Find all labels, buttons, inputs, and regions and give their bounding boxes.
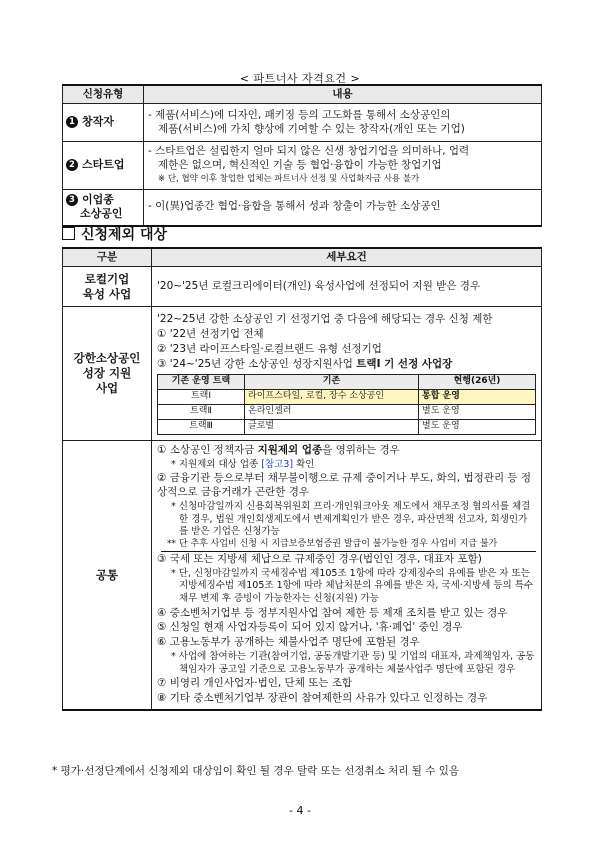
note-mark: * [171,458,176,470]
list-item [157,358,536,372]
track-cell: 트랙Ⅲ [158,419,245,434]
item-number: ⑤ [157,621,167,634]
item-text: 을 영위하는 경우 [322,444,400,456]
track-row [158,389,536,404]
note-text: 신청마감일까지 신용회복위원회 프리·개인워크아웃 제도에서 채무조정 협의서를 체결한 경우, 법원 개인회생제도에서 변제계획인가 받은 경우, 파산면책 선고자, 회생인가를 받은 기업은 신청가능 [178,501,531,538]
note-mark: * [171,651,176,663]
type-cell [63,190,144,226]
type-cell [63,104,144,142]
list-item [157,607,536,621]
item-number: ② [157,343,167,355]
content-line: 제품(서비스)에 가치 향상에 기여할 수 있는 창작자(개인 또는 기업) [158,122,465,135]
detail-cell: '20~'25년 로컬크리에이터(개인) 육성사업에 선정되어 지원 받은 경우 [152,267,542,307]
track-header: 기존 운영 트랙 [158,374,245,389]
list-item [157,677,536,691]
table-row [63,267,542,307]
partner-requirements-table [62,84,542,227]
list-item [157,444,536,458]
number-badge: 3 [66,194,78,206]
category-label: 육성 사업 [82,286,132,301]
list-item [157,328,536,342]
list-item [157,343,536,357]
item-text: '24~'25년 강한 소상공인 성장지원사업 [169,357,357,370]
content-line: 제한은 없으며, 혁신적인 기술 등 협업·융합이 가능한 창업기업 [158,158,442,171]
section-title: 신청제외 대상 [81,227,168,243]
track-cell: 별도 운영 [419,419,536,434]
content-line: - 스타트업은 설립한지 얼마 되지 않은 신생 창업기업을 의미하나, 업력 [148,144,470,157]
detail-cell [152,441,542,711]
table-header-row [63,85,542,104]
item-text: 금융기관 등으로부터 채무불이행으로 규제 중이거나 부도, 화의, 법정관리 등 정상적으로 금융거래가 곤란한 경우 [157,472,532,499]
footnote: * 평가·선정단계에서 신청제외 대상임이 확인 될 경우 탈락 또는 선정취소 처리 될 수 있음 [52,765,459,777]
category-label: 로컬기업 [84,271,130,286]
track-header: 현행(26년) [419,374,536,389]
content-cell [144,190,542,226]
note-text: 확인 [293,458,315,470]
exclusion-table [62,247,542,711]
track-header-row [158,374,536,389]
sub-note [165,568,536,606]
table-row [63,142,542,190]
list-item [157,621,536,635]
number-badge: 1 [66,116,78,128]
reference-link[interactable]: [참고3] [261,458,294,470]
item-number: ⑦ [157,677,167,690]
note-text: 지원제외 대상 업종 [178,458,262,470]
section-heading [62,224,167,244]
list-item [157,553,536,567]
category-label: 성장 지원 [82,366,132,381]
item-text: 국세 또는 지방세 체납으로 규제중인 경우(법인인 경우, 대표자 포함) [169,552,482,565]
page-number: - 4 - [289,804,311,817]
item-text: 중소벤처기업부 등 정부지원사업 참여 제한 등 제재 조치를 받고 있는 경우 [169,606,508,619]
type-label-2: 소상공인 [80,207,123,221]
track-cell: 별도 운영 [419,404,536,419]
number-badge: 2 [66,159,78,171]
type-label: 이업종 [82,192,114,206]
item-number: ⑥ [157,636,167,649]
list-item [157,692,536,706]
table-header-row [63,248,542,267]
content-cell [144,142,542,190]
item-bold-text: 트랙Ⅰ 기 선정 사업장 [356,357,453,370]
sub-note [165,651,536,676]
table-row [63,307,542,441]
table-row [63,441,542,711]
note-text: 사업에 참여하는 기관(참여기업, 공동개발기관 등) 및 기업의 대표자, 과제책임자, 공동책임자가 공고일 기준으로 고용노동부가 공개하는 체불사업주 명단에 포함된 경우 [178,651,535,675]
track-table [157,374,536,435]
item-bold-text: 지원제외 업종 [257,444,323,456]
item-number: ④ [157,606,167,619]
detail-cell [152,307,542,441]
table-row [63,104,542,142]
track-cell: 글로벌 [245,419,419,434]
header-detail: 세부요건 [152,248,542,267]
partner-requirements-caption: < 파트너사 자격요건 > [239,72,361,85]
header-type: 신청유형 [63,85,144,104]
note-text: 단, 신청마감일까지 국세징수법 제105조 1항에 따라 강제징수의 유예를 받은 자 또는 지방세징수법 제105조 1항에 따라 체납처분의 유예를 받은 자, 국세·지방세 등의 특수채무 변제 후 증빙이 가능한자는 신청(지원) 가능 [178,567,534,604]
type-cell [63,142,144,190]
category-label: 강한소상공인 [73,351,141,366]
item-number: ③ [157,552,167,565]
category-cell: 공통 [63,441,152,711]
note-mark: * [171,501,176,513]
note-mark: * [171,567,176,579]
content-line: - 제품(서비스)에 디자인, 패키징 등의 고도화를 통해서 소상공인의 [148,108,451,121]
item-text: '22년 선정기업 전체 [169,328,264,341]
sub-note [165,459,536,472]
track-header: 기존 [245,374,419,389]
sub-note [165,501,536,539]
list-item [157,636,536,650]
track-cell: 온라인셀러 [245,404,419,419]
track-cell: 트랙Ⅱ [158,404,245,419]
content-cell [144,104,542,142]
item-text: 고용노동부가 공개하는 체불사업주 명단에 포함된 경우 [169,636,420,649]
track-cell: 트랙Ⅰ [158,389,245,404]
item-text: 기타 중소벤처기업부 장관이 참여제한의 사유가 있다고 인정하는 경우 [169,692,488,705]
checkbox-square-icon [62,227,75,240]
header-category: 구분 [63,248,152,267]
type-label: 스타트업 [82,158,125,172]
track-cell: 라이프스타일, 로컬, 장수 소상공인 [245,389,419,404]
table-row [63,190,542,226]
list-item [157,472,536,500]
category-cell [63,307,152,441]
category-label: 사업 [95,380,119,395]
track-row [158,419,536,434]
item-number: ① [157,444,167,456]
item-number: ① [157,328,167,341]
type-label: 창작자 [82,115,114,129]
sub-note-2: ** 단 추후 사업비 신청 시 지급보증보험증권 발급이 불가능한 경우 사업비 지급 불가 [161,539,536,552]
item-number: ③ [157,357,167,370]
track-row [158,404,536,419]
item-number: ⑧ [157,692,167,705]
item-text: '23년 라이프스타일·로컬브랜드 유형 선정기업 [169,343,382,355]
content-line: - 이(異)업종간 협업·융합을 통해서 성과 창출이 가능한 소상공인 [148,200,441,213]
item-text: 신청일 현재 사업자등록이 되어 있지 않거나, '휴·폐업' 중인 경우 [169,621,463,634]
header-content: 내용 [144,85,542,104]
item-text: 비영리 개인사업자·법인, 단체 또는 조합 [169,677,353,690]
content-note: ※ 단, 협약 이후 창업한 업체는 파트너사 선정 및 사업화자금 사용 불가 [158,174,420,185]
track-cell: 통합 운영 [419,389,536,404]
intro-text: '22~25년 강한 소상공인 기 선정기업 중 다음에 해당되는 경우 신청 제한 [157,313,493,326]
item-number: ② [157,472,167,485]
item-text: 소상공인 정책자금 [169,444,258,456]
category-cell [63,267,152,307]
